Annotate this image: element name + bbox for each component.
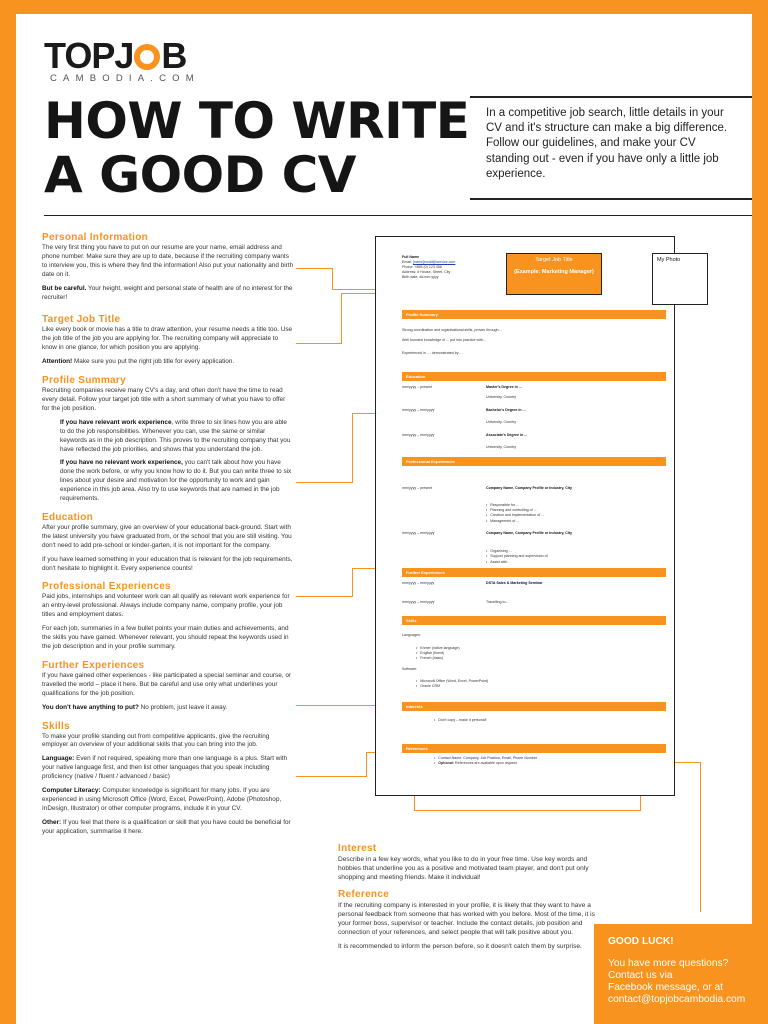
cv-bar-further: Further Experiences xyxy=(402,568,666,577)
cv-bar-profile: Profile Summary xyxy=(402,310,666,319)
cv-job-date: mm/yyyy – mm/yyyy xyxy=(402,531,435,535)
cv-edu-place: University, Country xyxy=(486,420,517,424)
section-target: Target Job Title Like every book or movie has a title to draw attention, your resume needs a title too. Use the job title of the job you are applying for. The recruiting company will appreciate to know in one glance, for which position you are applying. Attention! Make sure you put the right job title for every application. xyxy=(42,314,293,366)
cv-profile-line: Strong coordination and organisational skills, proven through... xyxy=(402,328,502,332)
cv-job-bullet: • Creation and implementation of ... xyxy=(486,513,545,517)
section-reference: Reference If the recruiting company is interested in your profile, it is likely that they want to have a personal feedback from someone that has worked with you before. Most of the time, it is your former boss, supervisor or teacher. Include the contact details, job position and connection of your references, and select people that will talk positive about you. It is recommended to inform the person before, so it doesn't catch them by surprise. xyxy=(338,888,595,951)
section-professional: Professional Experiences Paid jobs, internships and volunteer work can all qualify as relevant work experience for an entry-level professional. Always include company name, company profile, your job titles and employment dates. For each job, summaries in a few bullet points your main duties and achievements, and the skills you have gained. Whenever relevant, you should repeat the keywords used in the job description and in your profile summary. xyxy=(42,581,290,650)
cv-phone: Phone: +855 (0) 123 456 xyxy=(402,265,442,269)
cv-further-title: Travelling to... xyxy=(486,600,509,604)
cv-target-title-box: Target Job Title (Example: Marketing Manager) xyxy=(506,253,602,295)
leader-target-h xyxy=(341,293,375,294)
cv-profile-line: Experienced in .... demonstrated by ... xyxy=(402,351,463,355)
cv-edu-place: University, Country xyxy=(486,445,517,449)
cv-edu-title: Master's Degree in ... xyxy=(486,385,522,389)
intro-text: In a competitive job search, little details in your CV and it's structure can make a big difference. Follow our guidelines, and make your CV standing out - even if you have only a little job experience. xyxy=(486,107,728,180)
leader-education xyxy=(296,596,352,597)
cv-email: Email: [name]email@service.com xyxy=(402,260,456,264)
contact-email-link[interactable]: contact@topjobcambodia.com xyxy=(608,994,746,1005)
cv-edu-date: mm/yyyy – mm/yyyy xyxy=(402,408,435,412)
cv-bar-skills: Skills xyxy=(402,616,666,625)
cv-job-bullet: • Organising ... xyxy=(486,549,512,553)
topjob-logo[interactable]: TOPJ B CAMBODIA.COM xyxy=(44,35,200,84)
cv-job-bullet: • Responsible for ... xyxy=(486,503,520,507)
cv-address: Address: # House, Street, City xyxy=(402,270,451,274)
cv-job-bullet: • Management of ... xyxy=(486,519,520,523)
logo-subtitle: CAMBODIA.COM xyxy=(50,73,200,84)
cv-skill-bullet: • Microsoft Office (Word, Excel, PowerPoint) xyxy=(416,679,489,683)
cv-job-bullet: • Assist with... xyxy=(486,560,511,564)
cv-bar-education: Education xyxy=(402,372,666,381)
page-title: HOW TO WRITE A GOOD CV xyxy=(44,92,470,204)
cv-profile-line: Well founded knowledge of ... put into practice with... xyxy=(402,338,486,342)
guide-column xyxy=(42,232,294,842)
leader-personal-vert xyxy=(332,268,333,290)
cv-email-link[interactable]: [name]email@service.com xyxy=(412,260,456,264)
cv-bar-interests: Interests xyxy=(402,702,666,711)
leader-target xyxy=(296,343,341,344)
cv-edu-date: mm/yyyy – present xyxy=(402,385,433,389)
section-further: Further Experiences If you have gained other experiences - like participated a special seminar and course, or travelled the world – place it here. But be careful and use only what underlines your qualifications for the job position. You don't have anything to put? No problem, just leave it away. xyxy=(42,659,292,711)
cv-reference-bullet: • Contact Name, Company, Job Position, Email, Phone Number xyxy=(434,756,538,760)
cv-skills-languages: Languages: xyxy=(402,633,421,637)
cv-interest-bullet: • Don't copy – make it personal! xyxy=(434,718,487,722)
leader-education-v xyxy=(352,568,353,597)
cv-skill-bullet: • English (fluent) xyxy=(416,651,445,655)
cv-bar-professional: Professional Experiences xyxy=(402,457,666,466)
leader-further-v xyxy=(366,752,367,777)
cv-edu-date: mm/yyyy – mm/yyyy xyxy=(402,433,435,437)
guide-column-right xyxy=(338,843,600,957)
leader-reference-v xyxy=(700,762,701,912)
leader-target-v xyxy=(341,293,342,344)
cv-job-title: Company Name, Company Profile or Industry, City xyxy=(486,486,572,490)
section-profile: Profile Summary Recruiting companies receive many CV's a day, and often don't have the time to read every detail. Follow your target job title with a short summary of what you have to offer for the job position. If you have relevant work experience, write three to six lines how you are able to do the job responsibilities. Whenever you can, use the same or similar keywords as in the job description. This proves to the recruiting company that you have reflected the job priorities, and shows that you understand the job. If you have no relevant work experience, you can't talk about how you have done the work before, or why you know how to do it. But you can write three to six lines about your desire and motivation for the opportunity to work and gain experience in this job area. Also try to use keywords that are named in the job requirements. xyxy=(42,375,292,503)
cv-further-date: mm/yyyy – mm/yyyy xyxy=(402,581,435,585)
cv-job-bullet: • Support planning and supervision of xyxy=(486,554,548,558)
cv-photo-box: My Photo xyxy=(652,253,708,305)
intro-rule-bottom xyxy=(470,198,752,200)
cv-edu-title: Bachelor's Degree in ... xyxy=(486,408,526,412)
cv-edu-title: Associate's Degree in ... xyxy=(486,433,528,437)
section-education: Education After your profile summary, give an overview of your educational back-ground. Start with the latest university you have graduated from, or the school that you are still visiting. You don't need to add pre-school or kinder-garten, it is not important for the company. If you have learned something in your education that is relevant for the job requirements, don't hesitate to highlight it. Every experience counts! xyxy=(42,511,293,572)
cv-skills-software: Software: xyxy=(402,667,418,671)
cv-further-date: mm/yyyy – mm/yyyy xyxy=(402,600,435,604)
leader-personal xyxy=(296,268,332,269)
cv-further-title: DSTA Sales & Marketing Seminar xyxy=(486,581,543,585)
title-divider xyxy=(44,215,752,216)
leader-profile-v xyxy=(352,413,353,483)
cv-full-name: Full Name xyxy=(402,255,420,259)
leader-further xyxy=(296,776,366,777)
cv-reference-bullet: • Optional: References are available upon request xyxy=(434,761,517,765)
cv-bar-references: References xyxy=(402,744,666,753)
leader-interest-h xyxy=(414,810,640,811)
cv-sample xyxy=(375,236,681,796)
intro-rule-top xyxy=(470,96,752,98)
section-skills: Skills To make your profile standing out from competitive applicants, give the recruiting employer an overview of your additional skills that you can bring into the job. Language: Even if not required, speaking more than one language is a plus. Start with your native language first, and then list other languages that you speak including proficiency (native / fluent / advanced / basic) Computer Literacy: Computer knowledge is significant for many jobs. If you are experienced in using Microsoft Office (Word, Excel, PowerPoint), Adobe (Photoshop, InDesign, Illustrator) or other computer programs, include it in your CV. Other: If you feel that there is a qualification or skill that you have could be beneficial for your application, summarise it here. xyxy=(42,720,291,835)
leader-profile xyxy=(296,482,352,483)
cv-birth: Birth date: dd.mm.yyyy xyxy=(402,275,439,279)
magnifier-icon xyxy=(134,44,160,70)
cv-edu-place: University, Country xyxy=(486,395,517,399)
cv-skill-bullet: • French (basic) xyxy=(416,656,444,660)
cv-job-bullet: • Planning and controlling of ... xyxy=(486,508,537,512)
cv-skill-bullet: • Khmer (native language) xyxy=(416,646,460,650)
good-luck-box: GOOD LUCK! You have more questions? Contact us via Facebook message, or at contact@topjobcambodia.com xyxy=(594,924,768,1024)
cv-job-title: Company Name, Company Profile or Industry, City xyxy=(486,531,572,535)
section-personal: Personal Information The very first thing you have to put on our resume are your name, email address and phone number. Make sure they are up to date, because if the recruiting company wants to interview you, this is where they find the information! Also put your nationality and birth date on it. But be careful. Your height, weight and personal state of health are of no interest for the recruiter! xyxy=(42,232,294,301)
cv-skill-bullet: • Oracle CRM xyxy=(416,684,441,688)
section-interest: Interest Describe in a few key words, what you like to do in your free time. Use key words and hobbies that underline you as a positive and motivated team player, and don't put only shopping and meeting friends. Make it individual! xyxy=(338,843,589,882)
cv-job-date: mm/yyyy – present xyxy=(402,486,433,490)
